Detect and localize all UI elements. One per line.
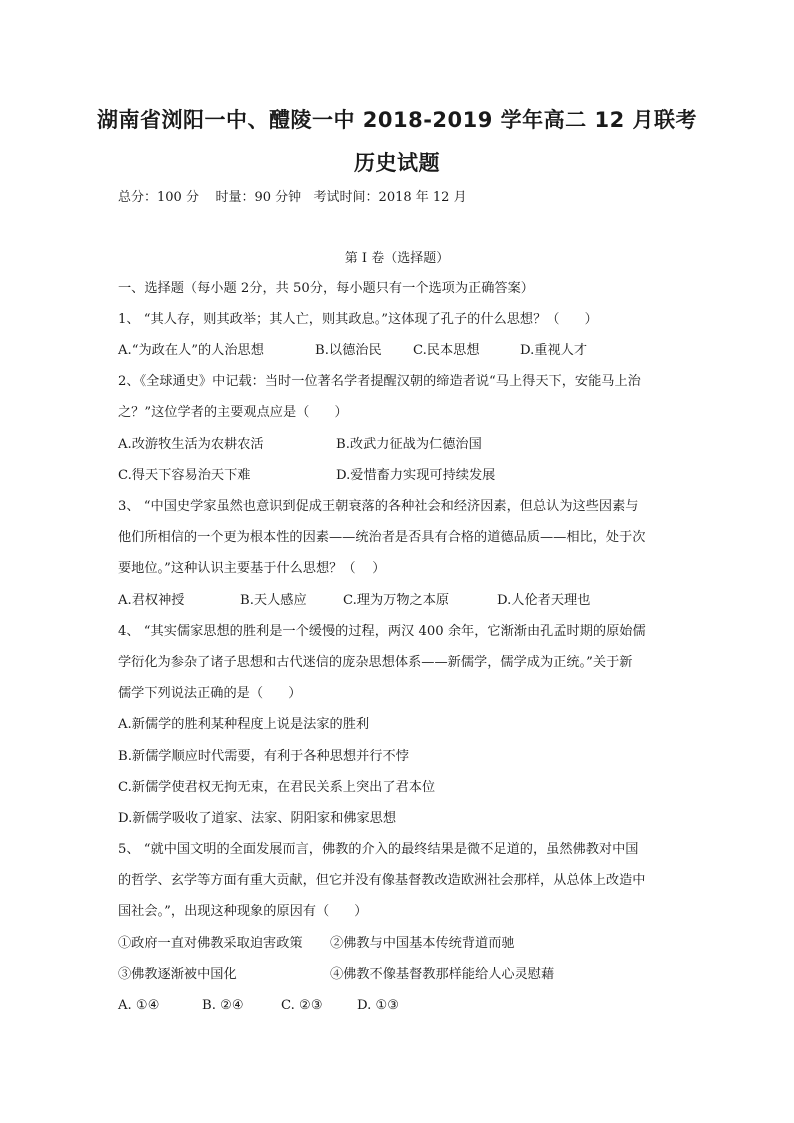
section-instruction: 一、选择题（每小题 2分，共 50分，每小题只有一个选项为正确答案） xyxy=(118,281,534,296)
q5-option-c: C. ②③ xyxy=(281,998,323,1013)
q4-stem-line-2: 学衍化为参杂了诸子思想和古代迷信的庞杂思想体系——新儒学，儒学成为正统。”关于新 xyxy=(118,655,633,670)
q5-item-1: ①政府一直对佛教采取迫害政策 xyxy=(118,936,303,951)
q3-option-c: C.理为万物之本原 xyxy=(343,593,450,608)
q5-item-4: ④佛教不像基督教那样能给人心灵慰藉 xyxy=(330,967,555,982)
q1-stem: 1、 “其人存，则其政举；其人亡，则其政息。”这体现了孔子的什么思想？（ ） xyxy=(118,312,598,327)
q5-option-b: B. ②④ xyxy=(202,998,244,1013)
q5-stem-line-2: 的哲学、玄学等方面有重大贡献，但它并没有像基督教改造欧洲社会那样，从总体上改造中 xyxy=(118,873,646,888)
q3-option-a: A.君权神授 xyxy=(118,593,185,608)
q4-option-a: A.新儒学的胜利某种程度上说是法家的胜利 xyxy=(118,717,370,732)
q3-option-d: D.人伦者天理也 xyxy=(497,593,591,608)
q5-item-3: ③佛教逐渐被中国化 xyxy=(118,967,237,982)
q3-option-b: B.天人感应 xyxy=(240,593,307,608)
q3-stem-line-3: 要地位。”这种认识主要基于什么思想？（ ） xyxy=(118,561,386,576)
q4-option-c: C.新儒学使君权无拘无束，在君民关系上突出了君本位 xyxy=(118,780,436,795)
q1-option-a: A.“为政在人”的人治思想 xyxy=(118,343,264,358)
exam-subtitle: 历史试题 xyxy=(354,151,440,175)
q3-stem-line-1: 3、 “中国史学家虽然也意识到促成王朝衰落的各种社会和经济因素，但总认为这些因素与 xyxy=(118,499,639,514)
q4-option-b: B.新儒学顺应时代需要，有利于各种思想并行不悖 xyxy=(118,749,409,764)
q2-option-b: B.改武力征战为仁德治国 xyxy=(336,437,482,452)
q2-option-d: D.爱惜畜力实现可持续发展 xyxy=(336,468,496,483)
q5-option-a: A. ①④ xyxy=(118,998,160,1013)
q1-option-b: B.以德治民 xyxy=(315,343,382,358)
exam-meta: 总分：100 分 时量：90 分钟 考试时间：2018 年 12 月 xyxy=(118,190,467,205)
q3-stem-line-2: 他们所相信的一个更为根本性的因素——统治者是否具有合格的道德品质——相比，处于次 xyxy=(118,530,646,545)
q4-option-d: D.新儒学吸收了道家、法家、阴阳家和佛家思想 xyxy=(118,811,397,826)
q5-item-2: ②佛教与中国基本传统背道而驰 xyxy=(330,936,515,951)
q1-option-d: D.重视人才 xyxy=(520,343,588,358)
section-title: 第 I 卷（选择题） xyxy=(344,251,450,266)
q5-stem-line-1: 5、 “就中国文明的全面发展而言，佛教的介入的最终结果是微不足道的，虽然佛教对中国 xyxy=(118,842,639,857)
q4-stem-line-1: 4、 “其实儒家思想的胜利是一个缓慢的过程，两汉 400 余年，它渐渐由孔孟时期的原始儒 xyxy=(118,624,646,639)
exam-title: 湖南省浏阳一中、醴陵一中 2018-2019 学年高二 12 月联考 xyxy=(96,108,698,132)
q5-stem-line-3: 国社会。”，出现这种现象的原因有（ ） xyxy=(118,904,368,919)
q4-stem-line-3: 儒学下列说法正确的是（ ） xyxy=(118,686,302,701)
q2-stem-line-2: 之？”这位学者的主要观点应是（ ） xyxy=(118,405,348,420)
q5-option-d: D. ①③ xyxy=(357,998,400,1013)
q2-option-a: A.改游牧生活为农耕农活 xyxy=(118,437,264,452)
q2-stem-line-1: 2、《全球通史》中记载：当时一位著名学者提醒汉朝的缔造者说“马上得天下，安能马上治 xyxy=(118,374,641,389)
q1-option-c: C.民本思想 xyxy=(413,343,480,358)
q2-option-c: C.得天下容易治天下难 xyxy=(118,468,251,483)
